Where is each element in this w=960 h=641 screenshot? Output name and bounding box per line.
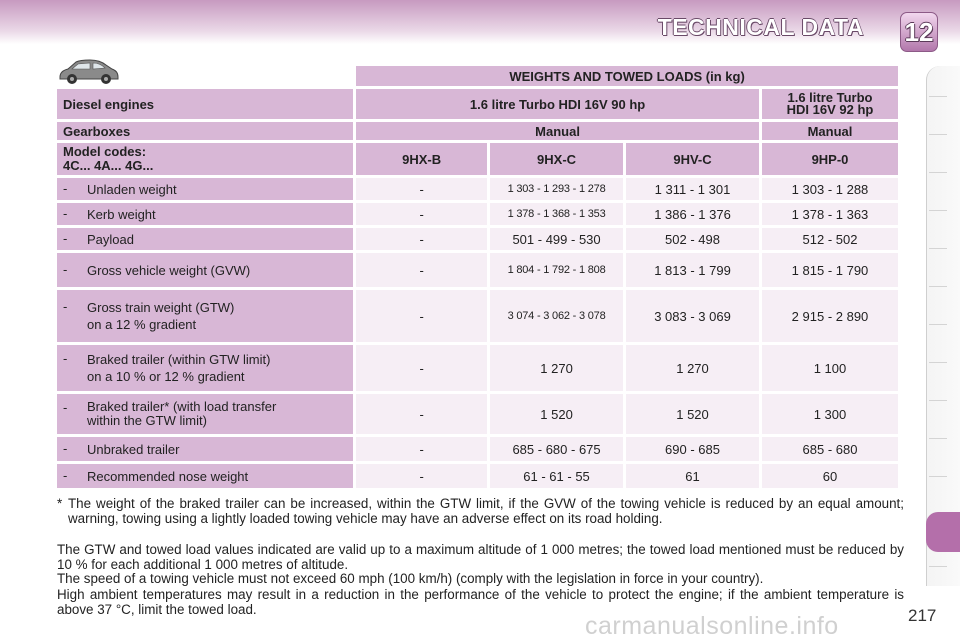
row-dash: - — [63, 230, 68, 246]
table-cell: 1 815 - 1 790 — [762, 253, 898, 287]
page-title: TECHNICAL DATA — [657, 14, 864, 40]
gearbox-a: Manual — [356, 122, 759, 140]
row-sublabel: within the GTW limit) — [87, 413, 207, 428]
footnote-star: * — [57, 496, 63, 511]
table-cell: 1 804 - 1 792 - 1 808 — [490, 253, 623, 287]
side-tab[interactable] — [929, 324, 947, 325]
side-tab-rail — [926, 66, 960, 586]
footnote-text: The weight of the braked trailer can be increased, within the GTW limit, if the GVW of the towing vehicle is reduced by an equal amount; warning, towing using a lightly loaded towing vehicle may have an adverse effect on its road holding. — [68, 496, 904, 526]
gearboxes-label: Gearboxes — [57, 122, 353, 140]
engine-b-header — [762, 89, 898, 119]
table-cell: 1 386 - 1 376 — [626, 203, 759, 225]
engines-label: Diesel engines — [57, 89, 353, 119]
table-cell: - — [356, 253, 487, 287]
table-cell: - — [356, 345, 487, 391]
table-cell: 1 520 — [490, 394, 623, 434]
table-cell: - — [356, 394, 487, 434]
table-cell: 685 - 680 — [762, 437, 898, 461]
table-row — [57, 437, 898, 461]
side-tab[interactable] — [929, 96, 947, 97]
side-tab[interactable] — [929, 210, 947, 211]
row-dash: - — [63, 205, 68, 221]
side-tab[interactable] — [929, 134, 947, 135]
table-row — [57, 203, 898, 225]
row-label: Braked trailer (within GTW limit) — [87, 352, 271, 367]
table-row — [57, 178, 898, 200]
row-dash: - — [63, 261, 68, 277]
page-number: 217 — [908, 606, 937, 625]
row-label: Kerb weight — [87, 206, 156, 222]
paragraph: The GTW and towed load values indicated are valid up to a maximum altitude of 1 000 metres; the towed load mentioned must be reduced by 10 % for each additional 1 000 metres of altitude. — [57, 542, 904, 572]
row-label: Payload — [87, 231, 134, 247]
table-cell: 1 520 — [626, 394, 759, 434]
side-tab[interactable] — [929, 172, 947, 173]
model-code: 9HX-C — [490, 143, 623, 175]
model-codes-line2: 4C... 4A... 4G... — [63, 158, 154, 173]
side-tab[interactable] — [929, 566, 947, 567]
table-cell: - — [356, 290, 487, 342]
chapter-badge: 12 — [900, 12, 938, 52]
table-row — [57, 345, 898, 391]
row-sublabel: on a 12 % gradient — [87, 317, 197, 332]
row-dash: - — [63, 467, 68, 483]
table-cell: 685 - 680 - 675 — [490, 437, 623, 461]
table-cell: 1 311 - 1 301 — [626, 178, 759, 200]
table-row — [57, 464, 898, 488]
table-cell: 3 083 - 3 069 — [626, 290, 759, 342]
row-label: Unladen weight — [87, 181, 177, 197]
table-cell: 1 378 - 1 368 - 1 353 — [490, 203, 623, 225]
table-cell: 502 - 498 — [626, 228, 759, 250]
table-caption: WEIGHTS AND TOWED LOADS (in kg) — [356, 66, 898, 86]
footnote — [57, 496, 904, 526]
side-tab[interactable] — [929, 400, 947, 401]
engine-a-header: 1.6 litre Turbo HDI 16V 90 hp — [356, 89, 759, 119]
side-tab[interactable] — [929, 286, 947, 287]
side-tab[interactable] — [929, 438, 947, 439]
model-codes-label — [57, 143, 353, 175]
table-cell: 512 - 502 — [762, 228, 898, 250]
table-cell: 1 303 - 1 288 — [762, 178, 898, 200]
table-cell: 60 — [762, 464, 898, 488]
table-cell: - — [356, 203, 487, 225]
table-cell: - — [356, 437, 487, 461]
table-cell: 1 303 - 1 293 - 1 278 — [490, 178, 623, 200]
table-cell: - — [356, 464, 487, 488]
gearbox-b: Manual — [762, 122, 898, 140]
side-tab[interactable] — [929, 362, 947, 363]
table-cell: 3 074 - 3 062 - 3 078 — [490, 290, 623, 342]
weights-table — [54, 63, 901, 491]
model-codes-line1: Model codes: — [63, 144, 147, 159]
row-dash: - — [63, 400, 68, 415]
row-dash: - — [63, 351, 68, 366]
row-dash: - — [63, 299, 68, 314]
model-code: 9HP-0 — [762, 143, 898, 175]
paragraph: High ambient temperatures may result in a reduction in the performance of the vehicle to protect the engine; if the ambient temperature is above 37 °C, limit the towed load. — [57, 587, 904, 617]
table-row — [57, 253, 898, 287]
engine-b-line2: HDI 16V 92 hp — [786, 102, 874, 117]
row-sublabel: on a 10 % or 12 % gradient — [87, 369, 245, 384]
row-dash: - — [63, 440, 68, 456]
table-cell: - — [356, 228, 487, 250]
table-cell: 61 — [626, 464, 759, 488]
row-label: Recommended nose weight — [87, 468, 249, 484]
table-cell: 1 300 — [762, 394, 898, 434]
model-code: 9HX-B — [356, 143, 487, 175]
table-row — [57, 290, 898, 342]
row-dash: - — [63, 180, 68, 196]
watermark: carmanualsonline.info — [585, 612, 839, 640]
table-cell: 1 813 - 1 799 — [626, 253, 759, 287]
row-label: Gross train weight (GTW) — [87, 300, 235, 315]
table-cell: 2 915 - 2 890 — [762, 290, 898, 342]
table-row — [57, 394, 898, 434]
side-tab[interactable] — [929, 248, 947, 249]
table-cell: 1 270 — [490, 345, 623, 391]
table-row — [57, 228, 898, 250]
row-label: Gross vehicle weight (GVW) — [87, 262, 251, 278]
table-cell: 61 - 61 - 55 — [490, 464, 623, 488]
paragraph: The speed of a towing vehicle must not exceed 60 mph (100 km/h) (comply with the legislation in force in your country). — [57, 571, 764, 586]
table-cell: 501 - 499 - 530 — [490, 228, 623, 250]
side-tab[interactable] — [929, 476, 947, 477]
table-cell: 690 - 685 — [626, 437, 759, 461]
model-code: 9HV-C — [626, 143, 759, 175]
table-cell: 1 378 - 1 363 — [762, 203, 898, 225]
table-cell: 1 270 — [626, 345, 759, 391]
engine-b-line1: 1.6 litre Turbo — [787, 90, 873, 105]
side-tab-active[interactable] — [926, 512, 960, 552]
row-label: Unbraked trailer — [87, 441, 180, 457]
row-label: Braked trailer* (with load transfer — [87, 399, 277, 414]
table-cell: - — [356, 178, 487, 200]
table-cell: 1 100 — [762, 345, 898, 391]
